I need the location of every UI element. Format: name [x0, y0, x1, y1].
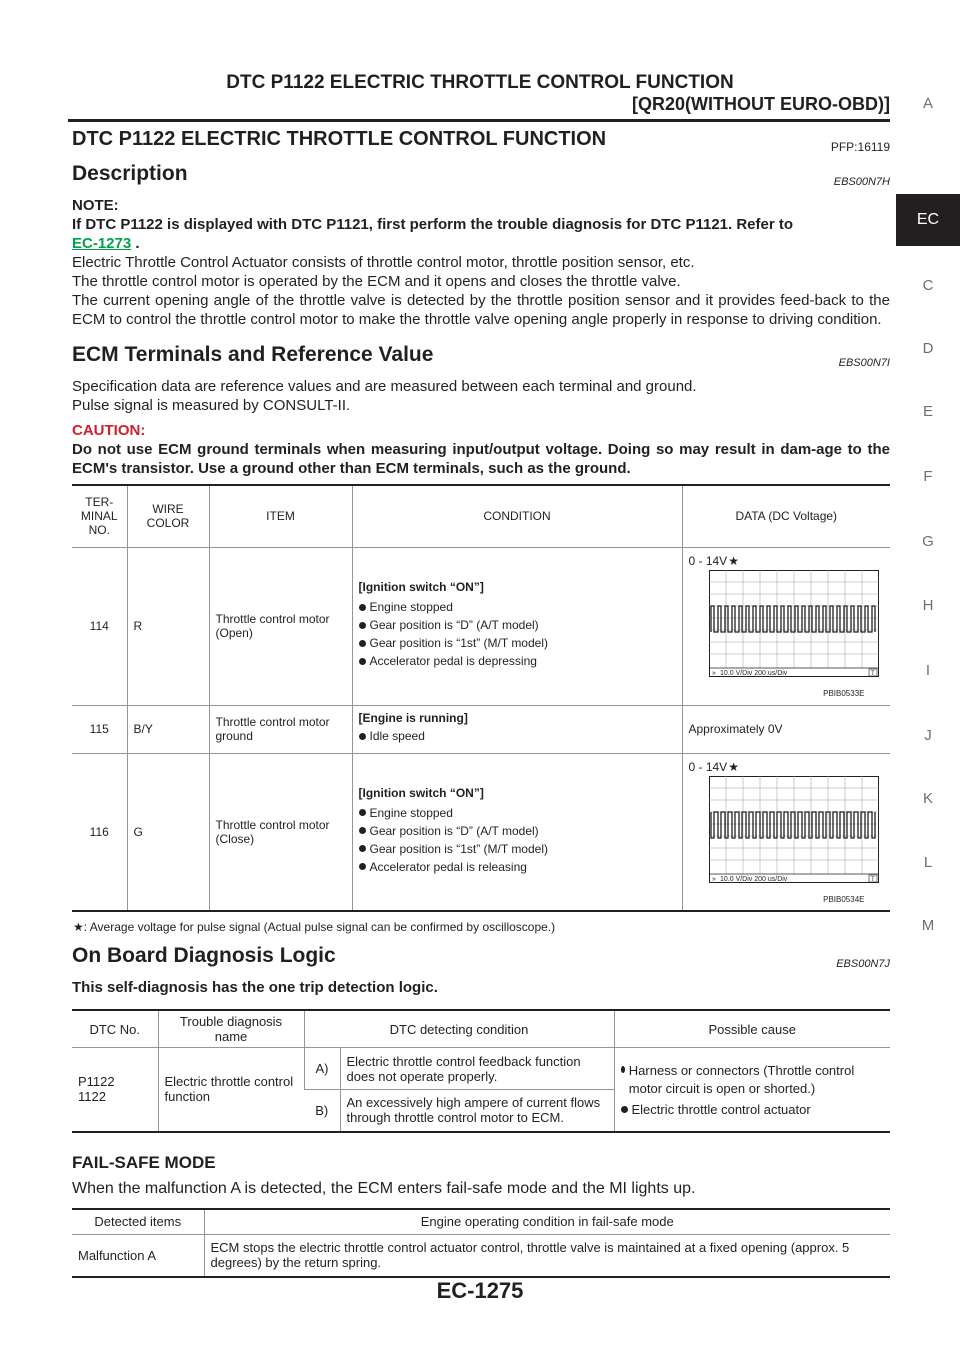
- bullet-text: Gear position is “1st” (M/T model): [369, 841, 548, 856]
- side-index-e[interactable]: E: [922, 403, 933, 420]
- description-para-3: The current opening angle of the throttle valve is detected by the throttle position sensor and it provides feed-back to the ECM to control the throttle control motor to make the throttle valve opening angle properly in response to driving condition.: [72, 292, 890, 328]
- table-row: [72, 1048, 890, 1090]
- bullet-text: Engine stopped: [369, 805, 453, 820]
- header-title: DTC P1122 ELECTRIC THROTTLE CONTROL FUNCTION: [226, 72, 734, 93]
- bullet-icon: [359, 604, 366, 611]
- bullet-text: Accelerator pedal is releasing: [369, 859, 527, 874]
- star-icon: ★: [728, 759, 739, 774]
- oscilloscope-waveform-icon: [709, 776, 879, 888]
- data-value: [689, 760, 885, 774]
- condition-bullet: [359, 600, 676, 614]
- item: Throttle control motor (Close): [209, 753, 352, 911]
- condition: [352, 705, 682, 753]
- table-row: [72, 705, 890, 753]
- col-operating-condition: Engine operating condition in fail-safe mode: [204, 1209, 890, 1235]
- data-cell: [682, 547, 890, 705]
- table-row: [72, 1235, 890, 1277]
- bullet-text: Gear position is “1st” (M/T model): [369, 636, 548, 650]
- bullet-text: Gear position is “D” (A/T model): [369, 618, 539, 632]
- ecm-para-1: Specification data are reference values and are measured between each terminal and ground.: [72, 378, 697, 395]
- col-detected-items: Detected items: [94, 1214, 182, 1230]
- bullet-icon: [359, 658, 366, 665]
- operating-condition: ECM stops the electric throttle control actuator control, throttle valve is maintained at a fixed opening (approx. 5 degrees) by the return spring.: [204, 1235, 890, 1277]
- note-body: If DTC P1122 is displayed with DTC P1121, first perform the trouble diagnosis for DTC P1121. Refer to: [72, 216, 794, 233]
- cause-bullet: [621, 1102, 885, 1117]
- wire-color: R: [127, 547, 209, 705]
- main-content: [72, 124, 890, 1278]
- data-value-text: 0 - 14V: [688, 554, 728, 568]
- svg-text:T: T: [870, 876, 875, 883]
- note-link-line: [72, 234, 890, 253]
- condition-bullet: [359, 636, 676, 650]
- star-icon: ★: [73, 920, 84, 934]
- bullet-icon: [359, 733, 366, 740]
- col-data: DATA (DC Voltage): [682, 485, 890, 547]
- condition-head: [Ignition switch “ON”]: [358, 785, 484, 800]
- condition-head: [Ignition switch “ON”]: [358, 580, 484, 594]
- ecm-heading-text: ECM Terminals and Reference Value: [72, 343, 434, 366]
- col-trouble-name: Trouble diagnosis name: [158, 1010, 304, 1048]
- bullet-icon: [359, 845, 366, 852]
- ecm-terminal-table: [72, 484, 890, 912]
- note-label: NOTE:: [72, 197, 119, 214]
- col-terminal: TER-MINAL NO.: [80, 495, 118, 538]
- bullet-text: Gear position is “D” (A/T model): [369, 823, 539, 838]
- cause-bullet: [621, 1062, 885, 1098]
- bullet-text: Engine stopped: [369, 600, 453, 614]
- scope-label: 10.0 V/Div 200 us/Div: [719, 875, 787, 883]
- dtc-number: [72, 1048, 158, 1132]
- side-index-g[interactable]: G: [922, 533, 934, 550]
- cond-b-label: B): [315, 1102, 329, 1118]
- bullet-text: Idle speed: [369, 729, 425, 743]
- side-index-j[interactable]: J: [924, 727, 932, 744]
- pfp-code: PFP:16119: [830, 140, 890, 154]
- bullet-icon: [359, 863, 366, 870]
- note-end: .: [131, 235, 140, 252]
- condition: [352, 547, 682, 705]
- terminal-no: 115: [89, 722, 109, 736]
- data-value: Approximately 0V: [682, 705, 890, 753]
- detected-item: Malfunction A: [78, 1247, 157, 1263]
- item: Throttle control motor (Open): [209, 547, 352, 705]
- cond-a-label: A): [304, 1048, 340, 1090]
- condition-head: [Engine is running]: [358, 711, 468, 725]
- side-index-k[interactable]: K: [922, 790, 933, 807]
- condition-bullet: [359, 654, 676, 668]
- bullet-icon: [621, 1106, 628, 1113]
- condition-bullet: [359, 729, 676, 743]
- condition-bullet: [359, 824, 676, 838]
- wire-color: B/Y: [127, 705, 209, 753]
- terminal-no: 116: [89, 824, 109, 839]
- col-detect-condition: DTC detecting condition: [304, 1010, 614, 1048]
- bullet-icon: [359, 622, 366, 629]
- failsafe-table: [72, 1208, 890, 1278]
- side-index-h[interactable]: H: [922, 597, 934, 614]
- condition-bullet: [359, 806, 676, 820]
- col-possible-cause: Possible cause: [614, 1010, 890, 1048]
- dtc-code: P1122: [78, 1074, 115, 1090]
- data-value: [689, 554, 885, 568]
- col-wire: WIRE COLOR: [127, 485, 209, 547]
- svg-text:»: »: [711, 670, 716, 677]
- header-rule: [68, 119, 890, 122]
- table-row: [72, 547, 890, 705]
- dtc-table: [72, 1009, 890, 1133]
- ecm-code: EBS00N7I: [838, 357, 890, 369]
- table-footnote: [72, 920, 890, 934]
- svg-text:T: T: [870, 671, 875, 677]
- cause-text: Harness or connectors (Throttle control motor circuit is open or shorted.): [628, 1062, 855, 1096]
- col-condition: CONDITION: [352, 485, 682, 547]
- side-index: [896, 85, 960, 945]
- table-row: [72, 753, 890, 911]
- trouble-name: Electric throttle control function: [158, 1048, 304, 1132]
- cause-text: Electric throttle control actuator: [631, 1101, 811, 1117]
- side-index-m[interactable]: M: [921, 917, 935, 934]
- possible-cause: [614, 1048, 890, 1132]
- obd-code: EBS00N7J: [836, 958, 890, 970]
- oscilloscope-figure: [689, 568, 879, 698]
- description-para-2: The throttle control motor is operated by the ECM and it opens and closes the throttle valve.: [72, 273, 681, 290]
- side-index-f[interactable]: F: [923, 468, 933, 485]
- bullet-icon: [621, 1066, 625, 1073]
- bullet-icon: [359, 827, 366, 834]
- data-value-text: 0 - 14V: [688, 759, 728, 774]
- data-cell: [682, 753, 890, 911]
- description-para-1: Electric Throttle Control Actuator consists of throttle control motor, throttle position sensor, etc.: [72, 254, 695, 271]
- description-code: EBS00N7H: [833, 176, 890, 188]
- ecm-para-2: Pulse signal is measured by CONSULT-II.: [72, 397, 351, 414]
- item: Throttle control motor ground: [209, 705, 352, 753]
- failsafe-para: When the malfunction A is detected, the ECM enters fail-safe mode and the MI lights up.: [72, 1179, 696, 1197]
- ecm-heading: [72, 343, 890, 371]
- side-index-c[interactable]: C: [922, 277, 934, 294]
- obd-para: This self-diagnosis has the one trip detection logic.: [72, 979, 438, 996]
- scope-label: 10.0 V/Div 200 us/Div: [719, 670, 787, 677]
- condition-bullet: [359, 860, 676, 874]
- footnote-text: : Average voltage for pulse signal (Actual pulse signal can be confirmed by oscilloscope.): [83, 920, 556, 934]
- side-index-ec-active[interactable]: EC: [896, 194, 960, 246]
- failsafe-heading: FAIL-SAFE MODE: [72, 1152, 216, 1172]
- side-index-i[interactable]: I: [925, 662, 931, 679]
- wire-color: G: [127, 753, 209, 911]
- svg-text:»: »: [711, 875, 716, 883]
- main-title-text: DTC P1122 ELECTRIC THROTTLE CONTROL FUNCTION: [72, 128, 607, 150]
- col-dtc-no: DTC No.: [89, 1021, 141, 1037]
- main-title: [72, 128, 890, 156]
- obd-heading-text: On Board Diagnosis Logic: [72, 944, 336, 967]
- side-index-a[interactable]: A: [922, 95, 933, 112]
- condition: [352, 753, 682, 911]
- page-number: EC-1275: [436, 1278, 524, 1303]
- caution-label: CAUTION:: [72, 422, 146, 439]
- condition-bullet: [359, 618, 676, 632]
- description-heading: [72, 162, 890, 190]
- bullet-icon: [359, 809, 366, 816]
- condition-bullet: [359, 842, 676, 856]
- side-index-l[interactable]: L: [923, 854, 933, 871]
- note-text: [72, 215, 890, 234]
- oscilloscope-figure: [689, 774, 879, 904]
- figure-code: PBIB0534E: [823, 894, 865, 904]
- side-index-d[interactable]: D: [922, 340, 934, 357]
- obd-heading: [72, 944, 890, 972]
- dtc-code-short: 1122: [78, 1089, 106, 1105]
- col-item: ITEM: [209, 485, 352, 547]
- oscilloscope-waveform-icon: [709, 570, 879, 682]
- bullet-icon: [359, 640, 366, 647]
- figure-code: PBIB0533E: [823, 689, 865, 698]
- cond-a: Electric throttle control feedback function does not operate properly.: [340, 1048, 614, 1090]
- cond-b: An excessively high ampere of current flows through throttle control motor to ECM.: [340, 1090, 614, 1132]
- star-icon: ★: [728, 554, 739, 568]
- caution-text: Do not use ECM ground terminals when measuring input/output voltage. Doing so may result in dam-age to the ECM's transistor. Use a ground other than ECM terminals, such as the ground.: [72, 441, 890, 477]
- bullet-text: Accelerator pedal is depressing: [369, 654, 537, 668]
- header-subtitle: [QR20(WITHOUT EURO-OBD)]: [632, 94, 890, 114]
- description-heading-text: Description: [72, 162, 188, 185]
- note-link[interactable]: EC-1273: [72, 235, 132, 252]
- terminal-no: 114: [89, 619, 109, 633]
